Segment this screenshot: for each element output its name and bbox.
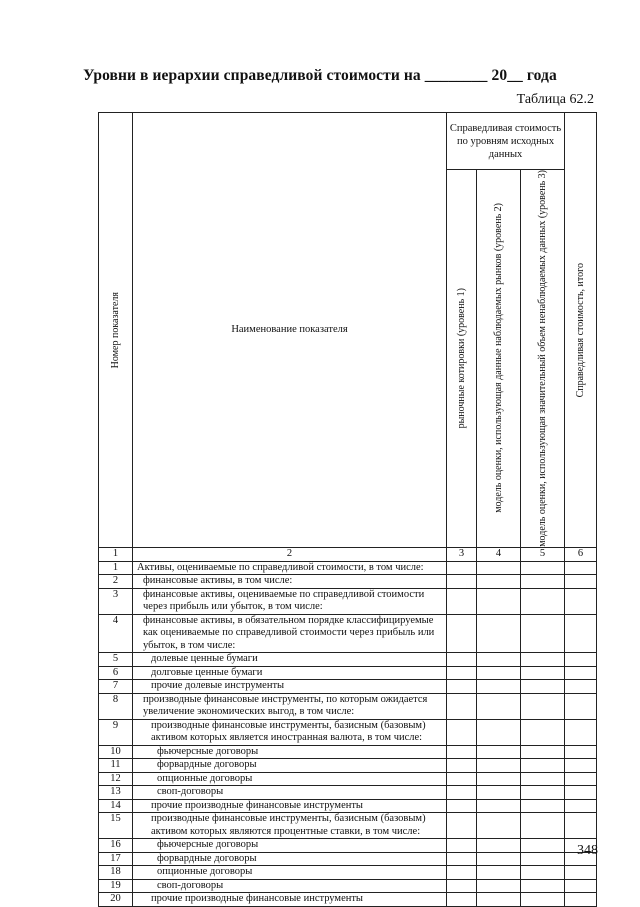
cell-total	[565, 653, 597, 667]
cell-total	[565, 893, 597, 907]
cell-level2	[477, 866, 521, 880]
table-row	[99, 839, 597, 853]
row-number: 5	[99, 653, 133, 667]
cell-level3	[521, 786, 565, 800]
row-number: 16	[99, 839, 133, 853]
table-row	[99, 575, 597, 589]
cell-level2	[477, 799, 521, 813]
cell-level3	[521, 575, 565, 589]
cell-level3	[521, 879, 565, 893]
cell-level2	[477, 666, 521, 680]
row-name: опционные договоры	[133, 866, 447, 880]
cell-total	[565, 866, 597, 880]
row-number: 14	[99, 799, 133, 813]
row-number: 6	[99, 666, 133, 680]
row-name: долговые ценные бумаги	[133, 666, 447, 680]
cell-level2	[477, 772, 521, 786]
cell-level1	[447, 852, 477, 866]
row-number: 11	[99, 759, 133, 773]
row-number: 10	[99, 745, 133, 759]
row-number: 12	[99, 772, 133, 786]
row-name: производные финансовые инструменты, базисным (базовым) активом которых является иностранная валюта, в том числе:	[133, 719, 447, 745]
table-row	[99, 852, 597, 866]
table-row	[99, 614, 597, 653]
cell-level3	[521, 813, 565, 839]
column-number: 6	[565, 547, 597, 561]
cell-level1	[447, 680, 477, 694]
table-row	[99, 786, 597, 800]
header-total-label: Справедливая стоимость, итого	[575, 262, 587, 398]
cell-level1	[447, 719, 477, 745]
cell-level2	[477, 893, 521, 907]
cell-level3	[521, 852, 565, 866]
header-total	[565, 113, 597, 548]
cell-total	[565, 666, 597, 680]
column-number: 2	[133, 547, 447, 561]
row-name: финансовые активы, в обязательном порядке классифицируемые как оцениваемые по справедливой стоимости через прибыль или убыток, в том числе:	[133, 614, 447, 653]
header-level2-label: модель оценки, использующая данные наблюдаемых рынков (уровень 2)	[493, 203, 504, 514]
table-row	[99, 813, 597, 839]
row-number: 15	[99, 813, 133, 839]
cell-level3	[521, 893, 565, 907]
header-level3	[521, 170, 565, 548]
cell-level2	[477, 614, 521, 653]
cell-total	[565, 799, 597, 813]
cell-level3	[521, 866, 565, 880]
cell-level2	[477, 852, 521, 866]
cell-level1	[447, 839, 477, 853]
table-row	[99, 653, 597, 667]
row-name: финансовые активы, в том числе:	[133, 575, 447, 589]
cell-total	[565, 759, 597, 773]
cell-level2	[477, 653, 521, 667]
row-number: 17	[99, 852, 133, 866]
cell-level1	[447, 813, 477, 839]
header-group: Справедливая стоимость по уровням исходных данных	[447, 113, 565, 170]
header-level1-label: рыночные котировки (уровень 1)	[456, 288, 467, 429]
cell-level1	[447, 893, 477, 907]
cell-level1	[447, 879, 477, 893]
cell-level1	[447, 799, 477, 813]
table-row	[99, 588, 597, 614]
column-number: 5	[521, 547, 565, 561]
header-level3-label: модель оценки, использующая значительный объем ненаблюдаемых данных (уровень 3)	[537, 170, 549, 547]
cell-level2	[477, 588, 521, 614]
row-name: производные финансовые инструменты, по которым ожидается увеличение экономических выгод, в том числе:	[133, 693, 447, 719]
row-number: 20	[99, 893, 133, 907]
cell-level2	[477, 693, 521, 719]
row-name: прочие производные финансовые инструменты	[133, 893, 447, 907]
cell-total	[565, 588, 597, 614]
cell-level3	[521, 666, 565, 680]
cell-level3	[521, 745, 565, 759]
cell-level1	[447, 693, 477, 719]
column-number: 4	[477, 547, 521, 561]
cell-level1	[447, 575, 477, 589]
page-number: 348	[577, 843, 598, 858]
cell-level2	[477, 786, 521, 800]
cell-level1	[447, 666, 477, 680]
row-number: 4	[99, 614, 133, 653]
cell-total	[565, 614, 597, 653]
cell-level3	[521, 653, 565, 667]
cell-total	[565, 879, 597, 893]
cell-level3	[521, 799, 565, 813]
cell-level3	[521, 561, 565, 575]
cell-total	[565, 719, 597, 745]
cell-level2	[477, 745, 521, 759]
table-row	[99, 680, 597, 694]
cell-total	[565, 772, 597, 786]
cell-total	[565, 561, 597, 575]
header-level1	[447, 170, 477, 548]
column-number: 1	[99, 547, 133, 561]
row-number: 1	[99, 561, 133, 575]
column-number: 3	[447, 547, 477, 561]
row-name: прочие долевые инструменты	[133, 680, 447, 694]
table-row	[99, 799, 597, 813]
cell-level3	[521, 839, 565, 853]
table-row	[99, 893, 597, 907]
row-name: фьючерсные договоры	[133, 839, 447, 853]
header-name: Наименование показателя	[133, 113, 447, 548]
header-number	[99, 113, 133, 548]
table-row	[99, 561, 597, 575]
cell-level1	[447, 866, 477, 880]
cell-level2	[477, 575, 521, 589]
cell-total	[565, 813, 597, 839]
cell-level1	[447, 561, 477, 575]
row-name: своп-договоры	[133, 879, 447, 893]
row-number: 2	[99, 575, 133, 589]
row-number: 7	[99, 680, 133, 694]
cell-level3	[521, 588, 565, 614]
cell-total	[565, 693, 597, 719]
page-title: Уровни в иерархии справедливой стоимости на ________ 20__ года	[83, 67, 557, 84]
cell-level3	[521, 680, 565, 694]
cell-level2	[477, 680, 521, 694]
cell-total	[565, 680, 597, 694]
row-name: Активы, оцениваемые по справедливой стоимости, в том числе:	[133, 561, 447, 575]
cell-level3	[521, 693, 565, 719]
cell-level3	[521, 614, 565, 653]
cell-level2	[477, 879, 521, 893]
cell-level1	[447, 588, 477, 614]
row-number: 3	[99, 588, 133, 614]
row-number: 8	[99, 693, 133, 719]
cell-total	[565, 786, 597, 800]
row-name: финансовые активы, оцениваемые по справедливой стоимости через прибыль или убыток, в том числе:	[133, 588, 447, 614]
row-number: 9	[99, 719, 133, 745]
cell-level2	[477, 839, 521, 853]
row-name: опционные договоры	[133, 772, 447, 786]
cell-level3	[521, 759, 565, 773]
row-name: фьючерсные договоры	[133, 745, 447, 759]
column-number-row	[99, 547, 597, 561]
cell-level1	[447, 759, 477, 773]
table-row	[99, 745, 597, 759]
row-number: 18	[99, 866, 133, 880]
row-name: прочие производные финансовые инструменты	[133, 799, 447, 813]
row-number: 19	[99, 879, 133, 893]
row-name: форвардные договоры	[133, 759, 447, 773]
cell-level2	[477, 561, 521, 575]
table-label: Таблица 62.2	[516, 92, 594, 107]
table-row	[99, 772, 597, 786]
cell-level3	[521, 772, 565, 786]
cell-level2	[477, 719, 521, 745]
row-name: своп-договоры	[133, 786, 447, 800]
cell-level2	[477, 813, 521, 839]
cell-level1	[447, 653, 477, 667]
row-number: 13	[99, 786, 133, 800]
cell-level1	[447, 614, 477, 653]
table-row	[99, 759, 597, 773]
header-number-label: Номер показателя	[110, 291, 121, 369]
table-row	[99, 719, 597, 745]
table-row	[99, 866, 597, 880]
cell-total	[565, 745, 597, 759]
row-name: производные финансовые инструменты, базисным (базовым) активом которых являются процентные ставки, в том числе:	[133, 813, 447, 839]
fair-value-table	[98, 112, 597, 907]
row-name: долевые ценные бумаги	[133, 653, 447, 667]
cell-level1	[447, 786, 477, 800]
table-row	[99, 693, 597, 719]
cell-total	[565, 575, 597, 589]
cell-level1	[447, 772, 477, 786]
table-row	[99, 879, 597, 893]
row-name: форвардные договоры	[133, 852, 447, 866]
cell-level2	[477, 759, 521, 773]
cell-level3	[521, 719, 565, 745]
table-row	[99, 666, 597, 680]
header-level2	[477, 170, 521, 548]
cell-level1	[447, 745, 477, 759]
